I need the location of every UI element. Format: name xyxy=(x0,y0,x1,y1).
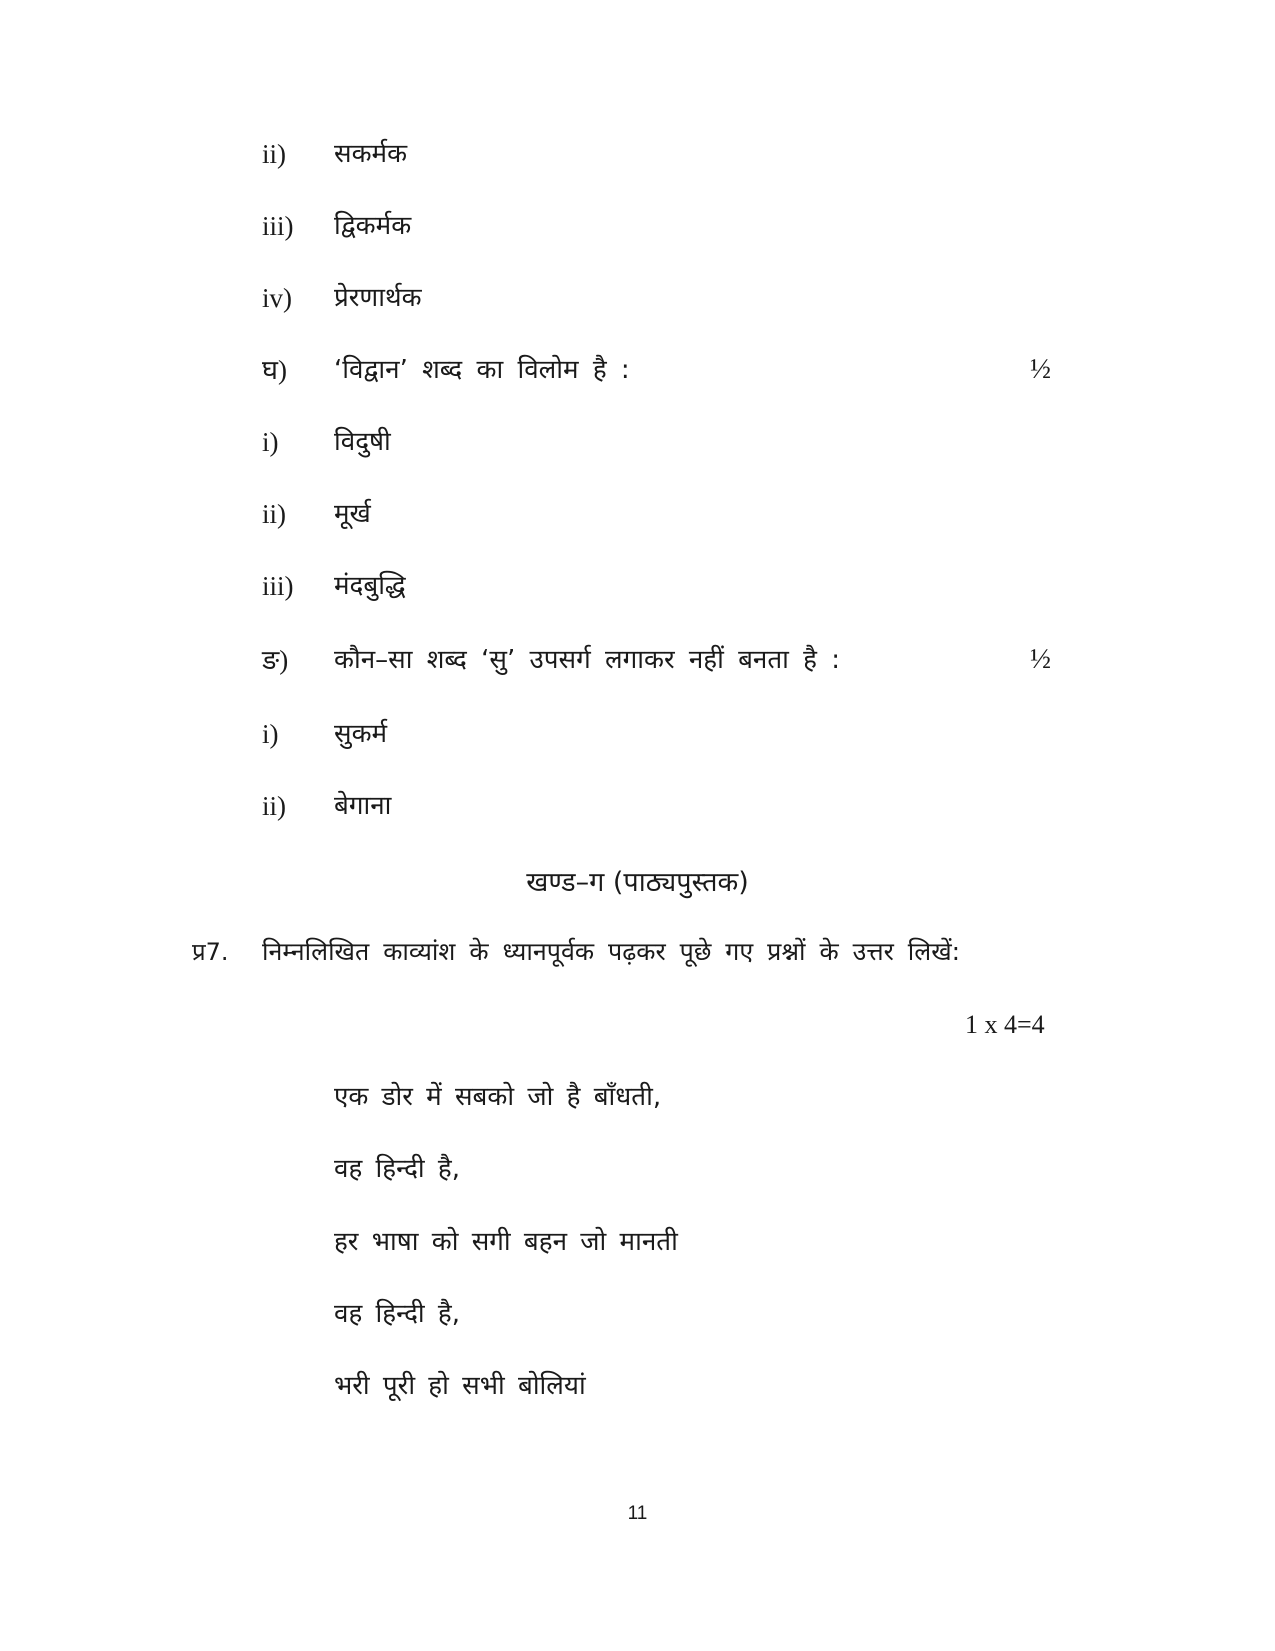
sub-question-text: कौन–सा शब्द ‘सु’ उपसर्ग लगाकर नहीं बनता है : xyxy=(334,645,841,675)
option-number: iv) xyxy=(262,283,292,313)
document-page: ii) सकर्मक iii) द्विकर्मक iv) प्रेरणार्थक घ) ‘विद्वान’ शब्द का विलोम है : ½ i) विदुषी ii) मूर्ख iii) मंदबुद्धि ङ) कौन–सा शब्द ‘सु’ उपसर्ग लगाकर नहीं बनता है : ½ i) सुकर्म ii) बेगाना खण्ड–ग (पाठ्यपुस्तक) प्र7. निम्नलिखित काव्यांश के ध्यानपूर्वक पढ़कर पूछे गए प्रश्नों के उत्तर लिखें: 1 x 4=4 एक डोर में सबको जो है बाँधती, वह हिन्दी है, हर भाषा को सगी बहन जो मानती वह हिन्दी है, भरी पूरी हो सभी बोलियां 11 xyxy=(0,0,1275,1651)
option-number: i) xyxy=(262,427,279,457)
sub-question-text: ‘विद्वान’ शब्द का विलोम है : xyxy=(334,355,630,385)
section-heading: खण्ड–ग (पाठ्यपुस्तक) xyxy=(526,867,749,898)
marks-label: ½ xyxy=(1030,644,1051,675)
marks-label: 1 x 4=4 xyxy=(965,1010,1045,1039)
option-text: मूर्ख xyxy=(334,499,371,529)
option-text: सुकर्म xyxy=(334,719,388,749)
option-text: द्विकर्मक xyxy=(334,211,412,241)
option-number: iii) xyxy=(262,571,294,601)
option-text: विदुषी xyxy=(334,427,391,457)
sub-question-number: घ) xyxy=(262,355,287,385)
question-text: निम्नलिखित काव्यांश के ध्यानपूर्वक पढ़कर पूछे गए प्रश्नों के उत्तर लिखें: xyxy=(262,937,961,966)
option-text: सकर्मक xyxy=(334,139,408,169)
question-number: प्र7. xyxy=(192,938,229,966)
option-text: मंदबुद्धि xyxy=(334,571,406,601)
sub-question-number: ङ) xyxy=(262,645,289,675)
option-number: ii) xyxy=(262,139,286,169)
option-number: ii) xyxy=(262,499,286,529)
option-text: बेगाना xyxy=(334,791,392,821)
page-number: 11 xyxy=(627,1503,648,1524)
option-number: ii) xyxy=(262,791,286,821)
marks-label: ½ xyxy=(1030,354,1051,385)
option-text: प्रेरणार्थक xyxy=(334,283,422,313)
option-number: i) xyxy=(262,719,279,749)
option-number: iii) xyxy=(262,211,294,241)
